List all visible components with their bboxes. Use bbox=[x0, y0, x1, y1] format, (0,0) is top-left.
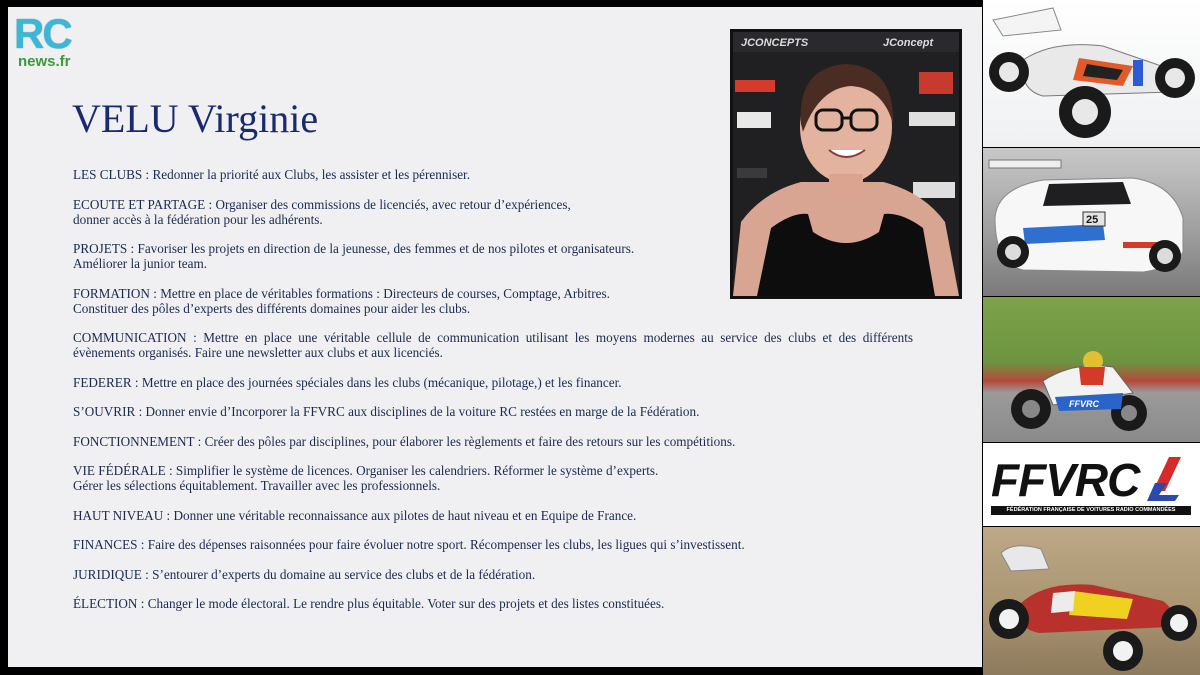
candidate-portrait bbox=[730, 29, 962, 299]
candidate-name: VELU Virginie bbox=[72, 96, 319, 141]
paragraph-ecoute: ECOUTE ET PARTAGE : Organiser des commissions de licenciés, avec retour d’expériences, donner accès à la fédération pour les adhérents. bbox=[73, 196, 571, 227]
buggy-illustration bbox=[983, 0, 1200, 147]
offroad-buggy-image bbox=[983, 527, 1200, 675]
bike-label: FFVRC bbox=[1069, 399, 1099, 409]
paragraph-souvrir: S’OUVRIR : Donner envie d’Incorporer la FFVRC aux disciplines de la voiture RC restées en marge de la Fédération. bbox=[73, 404, 700, 419]
banner-right: JConcept bbox=[883, 37, 934, 49]
car-number: 25 bbox=[1086, 214, 1099, 226]
motorbike-illustration bbox=[983, 297, 1200, 442]
ffvrc-logo bbox=[983, 443, 1200, 526]
ffvrc-logo-subtitle: FÉDÉRATION FRANÇAISE DE VOITURES RADIO COMMANDÉES bbox=[991, 506, 1191, 515]
rcnews-logo bbox=[14, 10, 92, 75]
paragraph-juridique: JURIDIQUE : S’entourer d’experts du domaine au service des clubs et de la fédération. bbox=[73, 566, 536, 582]
buggy-image bbox=[983, 0, 1200, 147]
logo-rc-text: RC bbox=[14, 10, 71, 57]
slide bbox=[8, 7, 982, 667]
banner-left: JCONCEPTS bbox=[741, 37, 809, 49]
paragraph-projets: PROJETS : Favoriser les projets en direction de la jeunesse, des femmes et de nos pilotes et organisateurs. Améliorer la junior team. bbox=[73, 241, 635, 271]
touring-car-illustration bbox=[983, 148, 1200, 296]
ffvrc-logo-text: FFVRC bbox=[991, 454, 1140, 506]
offroad-buggy-illustration bbox=[983, 527, 1200, 675]
paragraph-formation: FORMATION : Mettre en place de véritables formations : Directeurs de courses, Comptage, Arbitres. Constituer des pôles d’experts des différents domaines pour aider les clubs. bbox=[73, 285, 610, 316]
paragraph-finances: FINANCES : Faire des dépenses raisonnées pour faire évoluer notre sport. Récompenser les clubs, les ligues qui s’investissent. bbox=[73, 537, 745, 552]
paragraph-communication: COMMUNICATION : Mettre en place une véritable cellule de communication utilisant les moyens modernes au service des clubs et des différents évènements organisés. Faire une newsletter aux clubs et aux licenciés. bbox=[73, 330, 913, 360]
sidebar-images bbox=[983, 0, 1200, 675]
paragraph-clubs: LES CLUBS : Redonner la priorité aux Clubs, les assister et les pérenniser. bbox=[73, 167, 471, 182]
motorbike-image bbox=[983, 297, 1200, 442]
paragraph-vie-federale: VIE FÉDÉRALE : Simplifier le système de licences. Organiser les calendriers. Réformer le système d’experts. Gérer les sélections équitablement. Travailler avec les professionnels. bbox=[73, 463, 659, 493]
paragraph-federer: FEDERER : Mettre en place des journées spéciales dans les clubs (mécanique, pilotage,) et les financer. bbox=[73, 374, 622, 390]
logo-news-text: news.fr bbox=[18, 53, 71, 70]
paragraph-haut-niveau: HAUT NIVEAU : Donner une véritable reconnaissance aux pilotes de haut niveau et en Equipe de France. bbox=[73, 507, 637, 523]
portrait-image bbox=[733, 32, 959, 296]
touring-car-image bbox=[983, 148, 1200, 296]
paragraph-fonctionnement: FONCTIONNEMENT : Créer des pôles par disciplines, pour élaborer les règlements et faire des retours sur les compétitions. bbox=[73, 433, 736, 449]
paragraph-election: ÉLECTION : Changer le mode électoral. Le rendre plus équitable. Voter sur des projets et des listes constituées. bbox=[73, 596, 665, 611]
